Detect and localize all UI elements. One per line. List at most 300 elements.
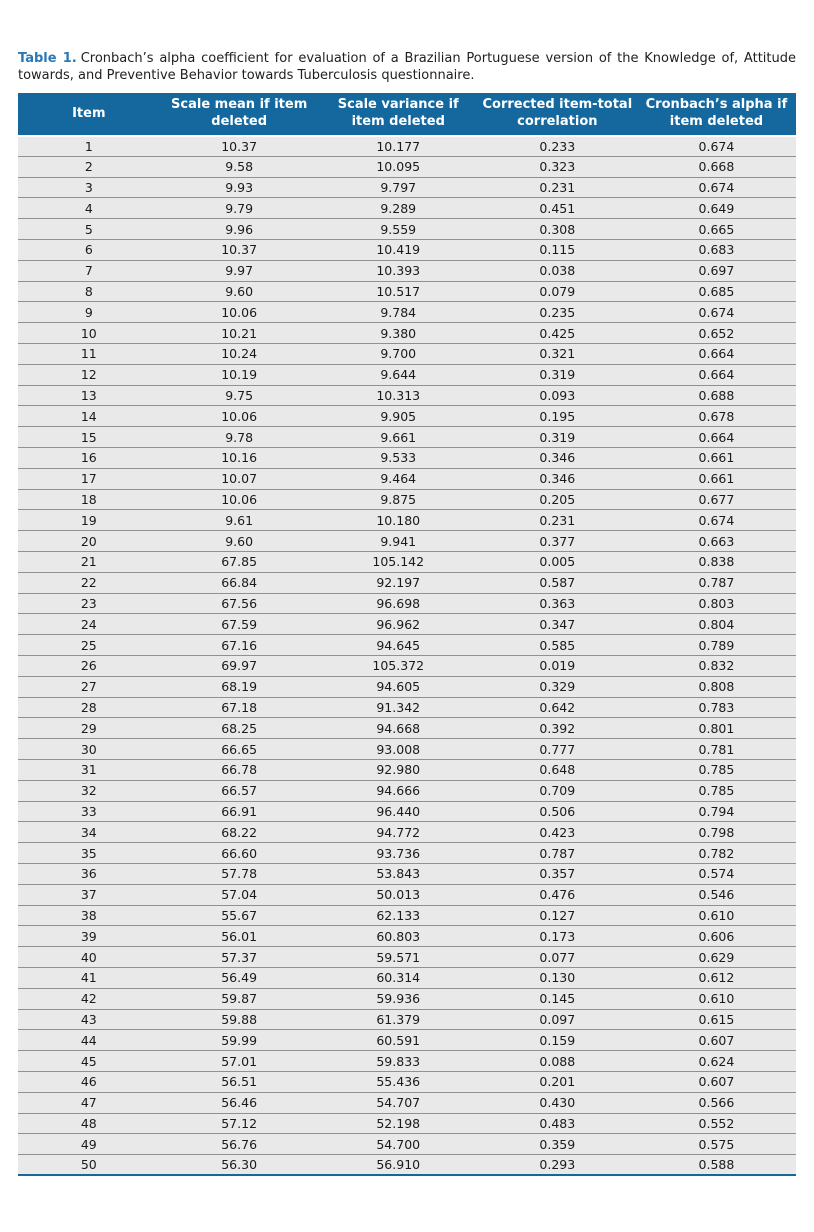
table-row [18, 240, 796, 261]
table-row [18, 967, 796, 988]
table-cell: 0.789 [637, 635, 796, 656]
table-cell: 0.483 [478, 1113, 637, 1134]
table-cell: 0.794 [637, 801, 796, 822]
table-cell: 2 [18, 156, 160, 177]
table-cell: 0.652 [637, 323, 796, 344]
table-cell: 59.99 [160, 1030, 319, 1051]
table-row [18, 1009, 796, 1030]
table-cell: 0.607 [637, 1071, 796, 1092]
table-row [18, 385, 796, 406]
table-cell: 0.610 [637, 988, 796, 1009]
table-cell: 0.115 [478, 240, 637, 261]
table-cell: 0.642 [478, 697, 637, 718]
table-cell: 69.97 [160, 655, 319, 676]
table-cell: 0.425 [478, 323, 637, 344]
table-cell: 0.130 [478, 967, 637, 988]
table-row [18, 822, 796, 843]
table-cell: 5 [18, 219, 160, 240]
table-row [18, 1134, 796, 1155]
table-cell: 57.12 [160, 1113, 319, 1134]
table-cell: 0.323 [478, 156, 637, 177]
table-row [18, 1071, 796, 1092]
table-cell: 94.645 [319, 635, 478, 656]
table-row [18, 801, 796, 822]
table-cell: 14 [18, 406, 160, 427]
table-cell: 0.783 [637, 697, 796, 718]
table-cell: 0.377 [478, 531, 637, 552]
table-cell: 21 [18, 552, 160, 573]
column-header-cronbach-alpha: Cronbach’s alpha if item deleted [637, 93, 796, 135]
table-cell: 55.436 [319, 1071, 478, 1092]
table-cell: 9.380 [319, 323, 478, 344]
table-cell: 0.329 [478, 676, 637, 697]
table-cell: 93.736 [319, 843, 478, 864]
table-cell: 59.833 [319, 1051, 478, 1072]
table-cell: 0.688 [637, 385, 796, 406]
table-cell: 0.205 [478, 489, 637, 510]
table-cell: 55.67 [160, 905, 319, 926]
table-cell: 0.308 [478, 219, 637, 240]
table-cell: 10.19 [160, 364, 319, 385]
table-cell: 0.664 [637, 364, 796, 385]
table-row [18, 427, 796, 448]
table-cell: 0.575 [637, 1134, 796, 1155]
table-cell: 0.838 [637, 552, 796, 573]
table-cell: 0.787 [478, 843, 637, 864]
table-cell: 0.674 [637, 136, 796, 157]
table-cell: 0.363 [478, 593, 637, 614]
table-cell: 0.606 [637, 926, 796, 947]
table-cell: 10.16 [160, 448, 319, 469]
table-cell: 0.697 [637, 260, 796, 281]
table-cell: 25 [18, 635, 160, 656]
table-cell: 27 [18, 676, 160, 697]
column-header-scale-mean: Scale mean if item deleted [160, 93, 319, 135]
table-cell: 15 [18, 427, 160, 448]
table-caption-text: Cronbach’s alpha coefficient for evaluation of a Brazilian Portuguese version of the Knowledge of, Attitude towards, and Preventive Behavior towards Tuberculosis questionnaire. [18, 51, 796, 84]
table-cell: 56.910 [319, 1155, 478, 1176]
table-cell: 0.506 [478, 801, 637, 822]
table-cell: 0.587 [478, 572, 637, 593]
table-cell: 0.346 [478, 468, 637, 489]
table-cell: 48 [18, 1113, 160, 1134]
table-row [18, 884, 796, 905]
table-cell: 0.685 [637, 281, 796, 302]
table-cell: 0.777 [478, 739, 637, 760]
table-row [18, 198, 796, 219]
table-cell: 57.01 [160, 1051, 319, 1072]
table-cell: 9.96 [160, 219, 319, 240]
table-cell: 0.231 [478, 510, 637, 531]
table-cell: 67.85 [160, 552, 319, 573]
table-cell: 29 [18, 718, 160, 739]
table-cell: 44 [18, 1030, 160, 1051]
table-cell: 62.133 [319, 905, 478, 926]
table-cell: 0.319 [478, 427, 637, 448]
table-cell: 0.546 [637, 884, 796, 905]
table-cell: 66.91 [160, 801, 319, 822]
table-cell: 34 [18, 822, 160, 843]
table-cell: 16 [18, 448, 160, 469]
table-cell: 0.668 [637, 156, 796, 177]
table-cell: 10.06 [160, 302, 319, 323]
table-row [18, 780, 796, 801]
table-cell: 94.605 [319, 676, 478, 697]
table-cell: 9.75 [160, 385, 319, 406]
table-cell: 0.357 [478, 863, 637, 884]
table-cell: 0.359 [478, 1134, 637, 1155]
table-row [18, 344, 796, 365]
table-cell: 0.787 [637, 572, 796, 593]
table-cell: 57.04 [160, 884, 319, 905]
table-cell: 0.678 [637, 406, 796, 427]
table-cell: 0.804 [637, 614, 796, 635]
table-cell: 61.379 [319, 1009, 478, 1030]
table-cell: 56.46 [160, 1092, 319, 1113]
table-cell: 0.476 [478, 884, 637, 905]
table-cell: 94.668 [319, 718, 478, 739]
table-cell: 59.936 [319, 988, 478, 1009]
table-cell: 0.661 [637, 448, 796, 469]
table-cell: 6 [18, 240, 160, 261]
table-cell: 66.57 [160, 780, 319, 801]
table-cell: 105.142 [319, 552, 478, 573]
table-cell: 0.661 [637, 468, 796, 489]
table-cell: 40 [18, 947, 160, 968]
table-cell: 9.559 [319, 219, 478, 240]
table-cell: 0.610 [637, 905, 796, 926]
table-row [18, 697, 796, 718]
table-cell: 66.78 [160, 759, 319, 780]
table-row [18, 302, 796, 323]
table-cell: 9.875 [319, 489, 478, 510]
table-row [18, 635, 796, 656]
table-cell: 9.905 [319, 406, 478, 427]
cronbach-alpha-table [18, 93, 796, 1176]
table-cell: 67.56 [160, 593, 319, 614]
table-cell: 56.76 [160, 1134, 319, 1155]
table-body [18, 136, 796, 1176]
table-cell: 0.088 [478, 1051, 637, 1072]
table-row [18, 323, 796, 344]
table-cell: 10.313 [319, 385, 478, 406]
table-cell: 38 [18, 905, 160, 926]
table-cell: 68.19 [160, 676, 319, 697]
table-cell: 20 [18, 531, 160, 552]
table-cell: 105.372 [319, 655, 478, 676]
table-cell: 0.832 [637, 655, 796, 676]
table-row [18, 863, 796, 884]
table-cell: 9.60 [160, 531, 319, 552]
table-cell: 10.37 [160, 136, 319, 157]
table-cell: 0.665 [637, 219, 796, 240]
table-cell: 0.235 [478, 302, 637, 323]
table-cell: 0.195 [478, 406, 637, 427]
table-cell: 0.552 [637, 1113, 796, 1134]
table-cell: 50 [18, 1155, 160, 1176]
table-row [18, 260, 796, 281]
table-cell: 0.574 [637, 863, 796, 884]
table-row [18, 136, 796, 157]
table-row [18, 281, 796, 302]
table-cell: 0.648 [478, 759, 637, 780]
table-cell: 33 [18, 801, 160, 822]
table-cell: 0.430 [478, 1092, 637, 1113]
table-cell: 67.16 [160, 635, 319, 656]
table-cell: 4 [18, 198, 160, 219]
table-row [18, 843, 796, 864]
table-cell: 66.65 [160, 739, 319, 760]
table-row [18, 759, 796, 780]
table-cell: 0.629 [637, 947, 796, 968]
table-cell: 68.25 [160, 718, 319, 739]
table-cell: 10.393 [319, 260, 478, 281]
table-cell: 10.419 [319, 240, 478, 261]
table-cell: 10.07 [160, 468, 319, 489]
table-row [18, 905, 796, 926]
table-cell: 46 [18, 1071, 160, 1092]
table-cell: 11 [18, 344, 160, 365]
table-cell: 0.785 [637, 780, 796, 801]
table-cell: 45 [18, 1051, 160, 1072]
table-cell: 57.37 [160, 947, 319, 968]
table-cell: 0.145 [478, 988, 637, 1009]
table-cell: 0.321 [478, 344, 637, 365]
table-cell: 43 [18, 1009, 160, 1030]
table-cell: 57.78 [160, 863, 319, 884]
table-cell: 0.615 [637, 1009, 796, 1030]
table-cell: 0.077 [478, 947, 637, 968]
table-row [18, 489, 796, 510]
table-cell: 30 [18, 739, 160, 760]
table-cell: 9.79 [160, 198, 319, 219]
table-cell: 0.346 [478, 448, 637, 469]
table-cell: 0.785 [637, 759, 796, 780]
table-cell: 67.18 [160, 697, 319, 718]
table-cell: 35 [18, 843, 160, 864]
table-cell: 18 [18, 489, 160, 510]
table-row [18, 614, 796, 635]
table-cell: 10.06 [160, 489, 319, 510]
table-cell: 56.30 [160, 1155, 319, 1176]
table-cell: 22 [18, 572, 160, 593]
table-cell: 23 [18, 593, 160, 614]
table-cell: 0.674 [637, 177, 796, 198]
table-row [18, 177, 796, 198]
table-cell: 0.663 [637, 531, 796, 552]
table-cell: 8 [18, 281, 160, 302]
table-cell: 0.319 [478, 364, 637, 385]
table-row [18, 406, 796, 427]
table-cell: 0.392 [478, 718, 637, 739]
table-cell: 10.177 [319, 136, 478, 157]
table-row [18, 1051, 796, 1072]
table-cell: 54.707 [319, 1092, 478, 1113]
table-cell: 9.797 [319, 177, 478, 198]
table-cell: 93.008 [319, 739, 478, 760]
table-cell: 60.803 [319, 926, 478, 947]
table-cell: 36 [18, 863, 160, 884]
table-header-row [18, 93, 796, 135]
table-cell: 0.612 [637, 967, 796, 988]
table-cell: 0.347 [478, 614, 637, 635]
table-row [18, 655, 796, 676]
table-cell: 0.674 [637, 302, 796, 323]
table-cell: 0.664 [637, 344, 796, 365]
table-cell: 42 [18, 988, 160, 1009]
table-cell: 0.709 [478, 780, 637, 801]
table-cell: 0.127 [478, 905, 637, 926]
table-cell: 0.803 [637, 593, 796, 614]
table-cell: 10.21 [160, 323, 319, 344]
table-row [18, 593, 796, 614]
table-cell: 0.801 [637, 718, 796, 739]
table-cell: 52.198 [319, 1113, 478, 1134]
table-cell: 10.24 [160, 344, 319, 365]
table-cell: 9.61 [160, 510, 319, 531]
table-cell: 66.60 [160, 843, 319, 864]
table-cell: 67.59 [160, 614, 319, 635]
table-cell: 9.289 [319, 198, 478, 219]
table-cell: 0.079 [478, 281, 637, 302]
table-cell: 9.464 [319, 468, 478, 489]
table-cell: 68.22 [160, 822, 319, 843]
table-cell: 10.37 [160, 240, 319, 261]
table-cell: 9.533 [319, 448, 478, 469]
column-header-corrected-correlation: Corrected item-total correlation [478, 93, 637, 135]
table-cell: 9.97 [160, 260, 319, 281]
table-cell: 0.423 [478, 822, 637, 843]
table-cell: 0.231 [478, 177, 637, 198]
table-cell: 94.666 [319, 780, 478, 801]
table-cell: 9.661 [319, 427, 478, 448]
column-header-item: Item [18, 93, 160, 135]
table-cell: 0.038 [478, 260, 637, 281]
table-row [18, 552, 796, 573]
table-row [18, 1155, 796, 1176]
table-cell: 26 [18, 655, 160, 676]
table-cell: 0.798 [637, 822, 796, 843]
table-cell: 47 [18, 1092, 160, 1113]
table-cell: 0.097 [478, 1009, 637, 1030]
table-cell: 0.173 [478, 926, 637, 947]
table-cell: 59.571 [319, 947, 478, 968]
table-cell: 94.772 [319, 822, 478, 843]
table-cell: 9.941 [319, 531, 478, 552]
table-cell: 56.01 [160, 926, 319, 947]
table-row [18, 676, 796, 697]
table-caption [18, 50, 796, 84]
table-cell: 53.843 [319, 863, 478, 884]
table-cell: 17 [18, 468, 160, 489]
table-row [18, 1092, 796, 1113]
table-row [18, 468, 796, 489]
table-cell: 0.588 [637, 1155, 796, 1176]
table-cell: 13 [18, 385, 160, 406]
table-cell: 49 [18, 1134, 160, 1155]
table-cell: 0.233 [478, 136, 637, 157]
table-cell: 39 [18, 926, 160, 947]
table-cell: 96.440 [319, 801, 478, 822]
table-cell: 41 [18, 967, 160, 988]
table-cell: 7 [18, 260, 160, 281]
table-cell: 9.93 [160, 177, 319, 198]
table-cell: 66.84 [160, 572, 319, 593]
table-cell: 0.293 [478, 1155, 637, 1176]
table-cell: 19 [18, 510, 160, 531]
table-cell: 9.784 [319, 302, 478, 323]
table-cell: 0.005 [478, 552, 637, 573]
table-cell: 96.698 [319, 593, 478, 614]
table-cell: 10 [18, 323, 160, 344]
table-cell: 9.644 [319, 364, 478, 385]
table-cell: 0.674 [637, 510, 796, 531]
table-cell: 60.591 [319, 1030, 478, 1051]
table-row [18, 364, 796, 385]
table-cell: 0.624 [637, 1051, 796, 1072]
table-cell: 0.781 [637, 739, 796, 760]
table-cell: 0.607 [637, 1030, 796, 1051]
table-cell: 0.019 [478, 655, 637, 676]
table-cell: 0.451 [478, 198, 637, 219]
table-cell: 60.314 [319, 967, 478, 988]
table-cell: 0.159 [478, 1030, 637, 1051]
table-cell: 56.51 [160, 1071, 319, 1092]
table-cell: 50.013 [319, 884, 478, 905]
table-cell: 0.677 [637, 489, 796, 510]
table-cell: 10.06 [160, 406, 319, 427]
table-cell: 24 [18, 614, 160, 635]
table-row [18, 219, 796, 240]
table-caption-label: Table 1. [18, 51, 77, 66]
table-cell: 0.808 [637, 676, 796, 697]
table-cell: 9.700 [319, 344, 478, 365]
table-cell: 0.664 [637, 427, 796, 448]
table-cell: 9.58 [160, 156, 319, 177]
table-row [18, 510, 796, 531]
table-cell: 92.980 [319, 759, 478, 780]
table-row [18, 156, 796, 177]
table-row [18, 947, 796, 968]
table-row [18, 988, 796, 1009]
table-cell: 92.197 [319, 572, 478, 593]
table-cell: 0.782 [637, 843, 796, 864]
table-cell: 0.683 [637, 240, 796, 261]
table-cell: 3 [18, 177, 160, 198]
table-cell: 10.517 [319, 281, 478, 302]
table-cell: 91.342 [319, 697, 478, 718]
table-cell: 56.49 [160, 967, 319, 988]
table-cell: 10.180 [319, 510, 478, 531]
table-cell: 9.78 [160, 427, 319, 448]
table-cell: 28 [18, 697, 160, 718]
table-row [18, 448, 796, 469]
table-cell: 0.649 [637, 198, 796, 219]
column-header-scale-variance: Scale variance if item deleted [319, 93, 478, 135]
table-cell: 0.585 [478, 635, 637, 656]
table-row [18, 926, 796, 947]
table-cell: 59.88 [160, 1009, 319, 1030]
table-cell: 9 [18, 302, 160, 323]
table-cell: 10.095 [319, 156, 478, 177]
table-cell: 9.60 [160, 281, 319, 302]
table-row [18, 572, 796, 593]
table-cell: 31 [18, 759, 160, 780]
table-row [18, 531, 796, 552]
table-cell: 0.201 [478, 1071, 637, 1092]
table-cell: 96.962 [319, 614, 478, 635]
table-cell: 0.566 [637, 1092, 796, 1113]
